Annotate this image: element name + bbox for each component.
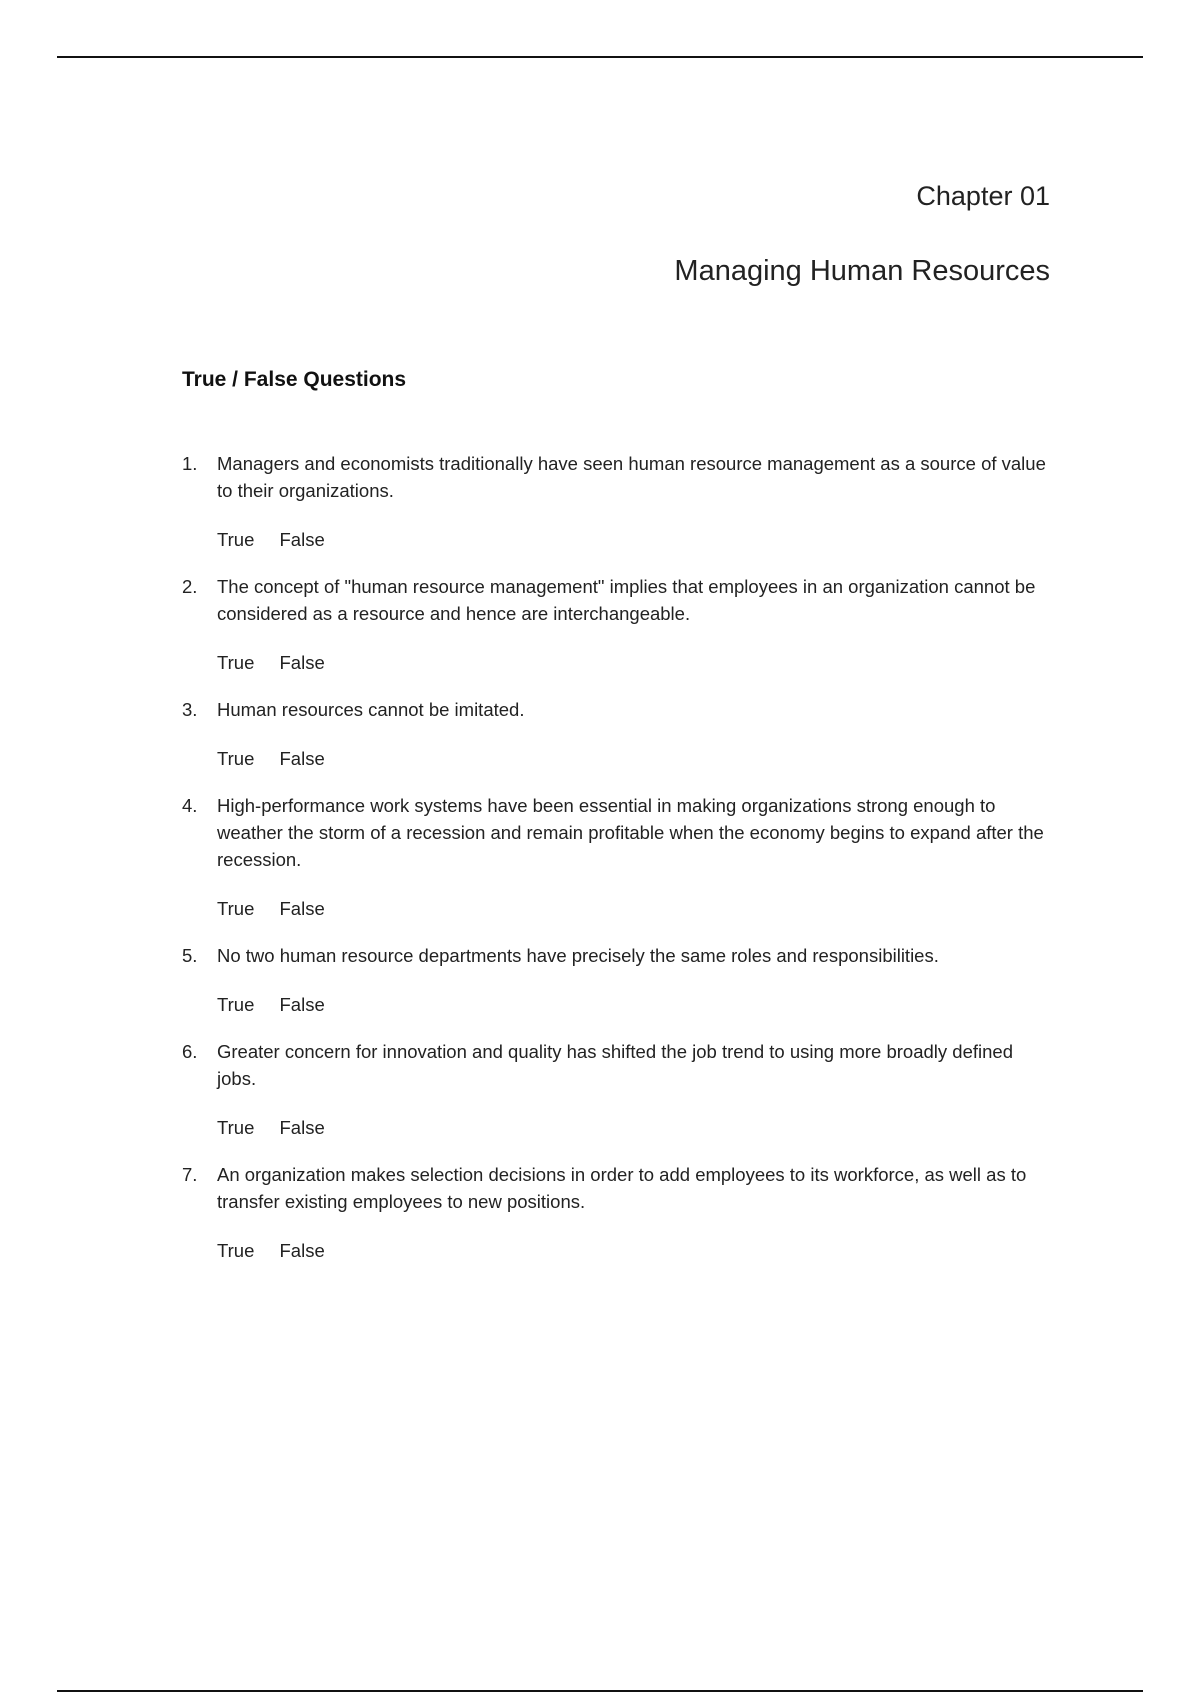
question-number: 5.: [182, 945, 198, 966]
answer-false[interactable]: False: [279, 652, 325, 673]
answer-options: [217, 745, 1052, 772]
question-item: [182, 696, 1052, 772]
answer-options: [217, 895, 1052, 922]
question-text: Greater concern for innovation and quality has shifted the job trend to using more broadly defined jobs.: [217, 1041, 1013, 1089]
question-number: 2.: [182, 576, 198, 597]
question-text: Managers and economists traditionally have seen human resource management as a source of value to their organizations.: [217, 453, 1046, 501]
question-item: [182, 450, 1052, 553]
question-number: 3.: [182, 699, 198, 720]
question-item: [182, 1161, 1052, 1264]
question-text: No two human resource departments have precisely the same roles and responsibilities.: [217, 945, 939, 966]
question-text: Human resources cannot be imitated.: [217, 699, 525, 720]
answer-true[interactable]: True: [217, 994, 255, 1015]
question-text: An organization makes selection decisions in order to add employees to its workforce, as well as to transfer existing employees to new positions.: [217, 1164, 1027, 1212]
answer-true[interactable]: True: [217, 748, 255, 769]
answer-false[interactable]: False: [279, 529, 325, 550]
question-item: [182, 942, 1052, 1018]
question-item: [182, 1038, 1052, 1141]
question-text: High-performance work systems have been essential in making organizations strong enough to weather the storm of a recession and remain profitable when the economy begins to expand after the recession.: [217, 795, 1044, 870]
question-number: 7.: [182, 1164, 198, 1185]
answer-options: [217, 649, 1052, 676]
chapter-number: Chapter 01: [916, 181, 1050, 211]
answer-false[interactable]: False: [279, 994, 325, 1015]
question-number: 1.: [182, 453, 198, 474]
question-number: 4.: [182, 795, 198, 816]
answer-true[interactable]: True: [217, 1240, 255, 1261]
answer-true[interactable]: True: [217, 652, 255, 673]
top-rule: [57, 56, 1143, 58]
answer-false[interactable]: False: [279, 1240, 325, 1261]
question-list: [182, 450, 1052, 1284]
answer-false[interactable]: False: [279, 748, 325, 769]
answer-true[interactable]: True: [217, 898, 255, 919]
question-number: 6.: [182, 1041, 198, 1062]
question-text: The concept of "human resource management" implies that employees in an organization cannot be considered as a resource and hence are interchangeable.: [217, 576, 1036, 624]
answer-false[interactable]: False: [279, 898, 325, 919]
answer-options: [217, 991, 1052, 1018]
question-item: [182, 573, 1052, 676]
answer-true[interactable]: True: [217, 529, 255, 550]
answer-options: [217, 1237, 1052, 1264]
answer-true[interactable]: True: [217, 1117, 255, 1138]
question-item: [182, 792, 1052, 922]
answer-options: [217, 526, 1052, 553]
chapter-title: Managing Human Resources: [674, 255, 1050, 287]
answer-false[interactable]: False: [279, 1117, 325, 1138]
chapter-header: [674, 180, 1050, 288]
section-heading: True / False Questions: [182, 368, 407, 391]
answer-options: [217, 1114, 1052, 1141]
bottom-rule: [57, 1690, 1143, 1692]
